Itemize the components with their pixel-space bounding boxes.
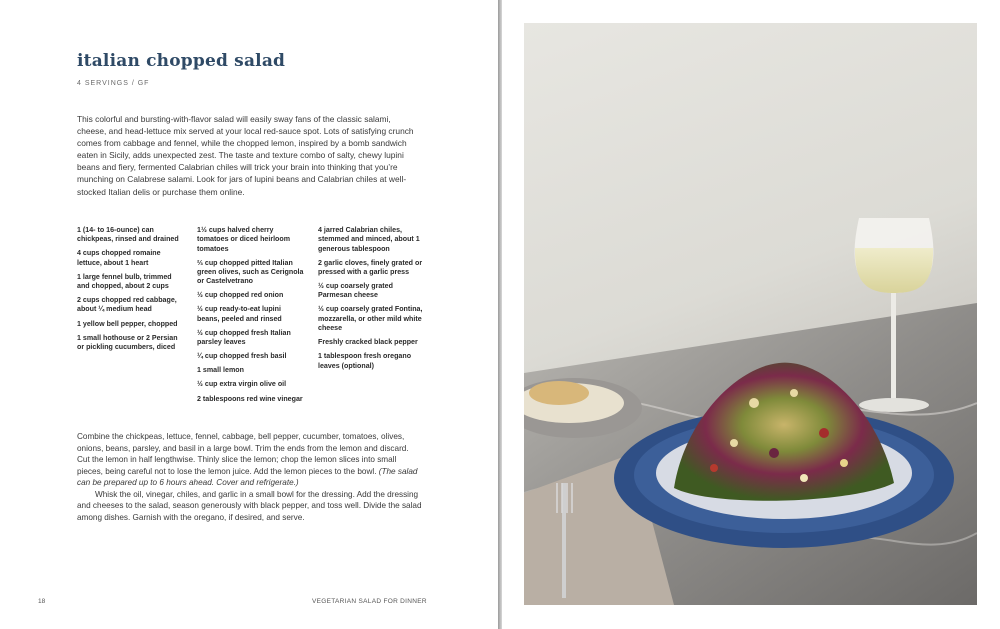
ingredient-item: ½ cup chopped fresh Italian parsley leaves <box>197 328 291 347</box>
salad-photo-illustration <box>524 23 977 605</box>
servings-info: 4 SERVINGS / GF <box>77 80 150 87</box>
ingredient-item: 1 (14- to 16-ounce) can chickpeas, rinsed and drained <box>77 226 179 244</box>
ingredient-item: 1 tablespoon fresh oregano leaves (optional) <box>318 352 412 370</box>
recipe-method <box>77 431 422 523</box>
recipe-intro: This colorful and bursting-with-flavor salad will easily sway fans of the classic salami, cheese, and head-lettuce mix served at your local red-sauce spot. Lots of satisfying crunch comes from cabbage and fennel, while the chopped lemon, inspired by a bomb sandwich eaten in Sicily, adds unexpected zest. The taste and texture combo of salty, chewy lupini beans and fiery, fermented Calabrian chiles will trick your brain into thinking that you’re munching on Calabrese salami. Look for jars of lupini beans and Calabrian chiles at well-stocked Italian delis or purchase them online. <box>77 114 414 197</box>
ingredients-column-2 <box>197 226 305 409</box>
ingredients-column-1 <box>77 226 185 357</box>
ingredient-item: ½ cup chopped red onion <box>197 291 284 300</box>
ingredient-item: ½ cup extra virgin olive oil <box>197 380 287 389</box>
ingredient-item: 1 small hothouse or 2 Persian or pickling cucumbers, diced <box>77 333 178 351</box>
method-step-1 <box>77 431 422 489</box>
ingredient-item: ¼ cup chopped fresh basil <box>197 352 287 361</box>
method-step-2: Whisk the oil, vinegar, chiles, and garlic in a small bowl for the dressing. Add the dressing and cheeses to the salad, season generously with black pepper, and toss well. Divide the salad among dishes. Garnish with the oregano, if desired, and serve. <box>77 489 422 522</box>
salad-photo <box>524 23 977 605</box>
ingredient-item: 4 jarred Calabrian chiles, stemmed and minced, about 1 generous tablespoon <box>318 226 420 253</box>
method-make-ahead-note: (The salad can be prepared up to 6 hours ahead. Cover and refrigerate.) <box>77 466 418 487</box>
ingredient-item: 2 tablespoons red wine vinegar <box>197 394 303 403</box>
right-page <box>502 0 1000 629</box>
ingredient-item: 1 yellow bell pepper, chopped <box>77 319 178 328</box>
left-page <box>0 0 499 629</box>
ingredient-item: ½ cup coarsely grated Parmesan cheese <box>318 282 393 300</box>
ingredient-item: 1 small lemon <box>197 366 244 375</box>
method-step-1-text: Combine the chickpeas, lettuce, fennel, cabbage, bell pepper, cucumber, tomatoes, olives, onions, beans, parsley, and basil in a large bowl. Trim the ends from the lemon and discard. Cut the lemon in half lengthwise. Thinly slice the lemon; chop the lemon slices into small pieces, being careful not to lose the lemon juice. Add the lemon pieces to the bowl. <box>77 432 409 476</box>
ingredient-item: ½ cup ready-to-eat lupini beans, peeled and rinsed <box>197 305 282 323</box>
ingredient-item: 4 cups chopped romaine lettuce, about 1 heart <box>77 249 161 267</box>
ingredient-item: ½ cup coarsely grated Fontina, mozzarella, or other mild white cheese <box>318 305 423 333</box>
recipe-title: italian chopped salad <box>77 51 286 71</box>
ingredient-item: 1½ cups halved cherry tomatoes or diced heirloom tomatoes <box>197 226 291 253</box>
ingredient-item: ⅔ cup chopped pitted Italian green olives, such as Cerignola or Castelvetrano <box>197 258 304 286</box>
ingredients-column-3 <box>318 226 426 376</box>
running-head: VEGETARIAN SALAD FOR DINNER <box>312 598 427 605</box>
ingredient-item: 2 cups chopped red cabbage, about ¼ medium head <box>77 296 177 314</box>
ingredient-item: 1 large fennel bulb, trimmed and chopped, about 2 cups <box>77 272 172 291</box>
ingredient-item: Freshly cracked black pepper <box>318 338 418 347</box>
page-number: 18 <box>38 598 46 605</box>
ingredient-item: 2 garlic cloves, finely grated or pressed with a garlic press <box>318 258 423 276</box>
